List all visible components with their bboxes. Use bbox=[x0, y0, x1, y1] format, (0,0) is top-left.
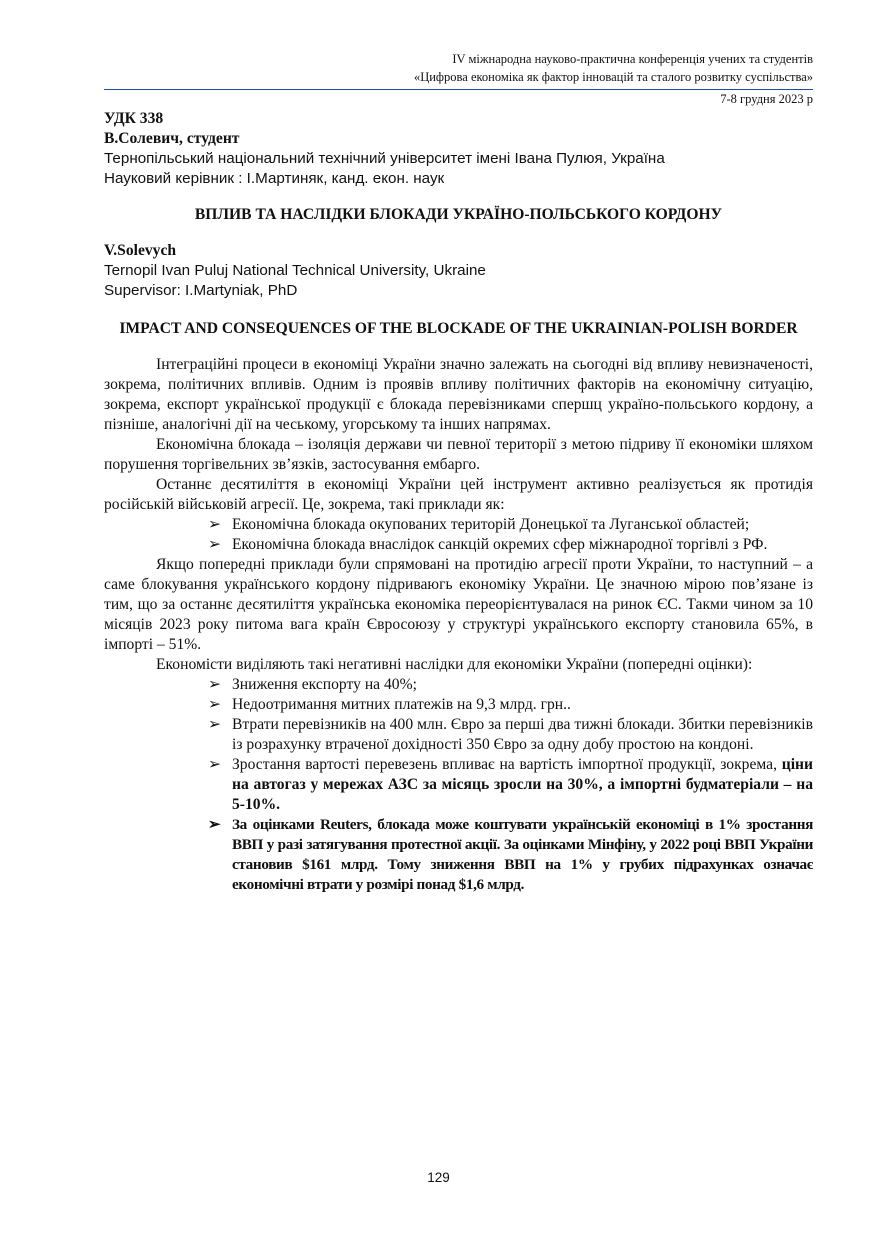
page-number: 129 bbox=[427, 1170, 450, 1185]
affiliation-ua: Тернопільський національний технічний університет імені Івана Пулюя, Україна bbox=[104, 150, 665, 167]
arrow-bullet-icon: ➢ bbox=[208, 756, 222, 773]
arrow-bullet-icon: ➢ bbox=[208, 676, 222, 693]
paragraph-4: Якщо попередні приклади були спрямовані на протидію агресії проти України, то наступний – а саме блокування українського кордону підриваюгь економіку України. Це значною мірою пов’язане із тим, що за останнє десятиліття українська економіка переорієнтувалася на ринок ЄС. Такми чином за 10 місяців 2023 року питома вага країн Євросоюзу у структурі українського експорту становила 65%, в імпорті – 51%. bbox=[104, 556, 813, 653]
arrow-bullet-icon: ➢ bbox=[208, 816, 221, 833]
supervisor-en: Supervisor: I.Martyniak, PhD bbox=[104, 282, 298, 299]
title-en: IMPACT AND CONSEQUENCES OF THE BLOCKADE OF THE UKRAINIAN-POLISH BORDER bbox=[119, 320, 798, 337]
supervisor-ua: Науковий керівник : І.Мартиняк, канд. екон. наук bbox=[104, 170, 445, 187]
paragraph-5: Економісти виділяють такі негативні наслідки для економіки України (попередні оцінки): bbox=[156, 656, 753, 673]
affiliation-en: Ternopil Ivan Puluj National Technical University, Ukraine bbox=[104, 262, 486, 279]
author-ua: В.Солевич, студент bbox=[104, 130, 240, 147]
list-item: ➢ Зниження експорту на 40%; bbox=[208, 676, 417, 693]
conference-header-line1: IV міжнародна науково-практична конференція учених та студентів bbox=[452, 52, 813, 66]
conference-header-line2: «Цифрова економіка як фактор інновацій та сталого розвитку суспільства» bbox=[413, 70, 813, 84]
list-item: ➢ Економічна блокада окупованих територій Донецької та Луганської областей; bbox=[208, 516, 750, 533]
list-item: ➢ Втрати перевізників на 400 млн. Євро за перші два тижні блокади. Збитки перевізників із розрахунку втраченої дохідності 350 Євро за одну добу простою на кондоні. bbox=[208, 716, 813, 753]
paragraph-1: Інтеграційні процеси в економіці України значно залежать на сьогодні від впливу невизначеності, зокрема, політичних впливів. Одним із проявів впливу політичних факторів на економічну ситуацію, зокрема, експорт української продукції є блокада перевізниками спершц україно-польського кордону, а пізніше, аналогічні дії на чеському, угорському та інших напрямах. bbox=[104, 356, 813, 433]
author-en: V.Solevych bbox=[104, 242, 177, 259]
arrow-bullet-icon: ➢ bbox=[208, 536, 222, 553]
paper-body bbox=[104, 109, 813, 895]
bullet-list-2 bbox=[104, 675, 813, 895]
header-divider bbox=[104, 89, 813, 90]
arrow-bullet-icon: ➢ bbox=[208, 516, 222, 533]
udk-code: УДК 338 bbox=[104, 110, 164, 127]
list-item: ➢ Економічна блокада внаслідок санкцій окремих сфер міжнародної торгівлі з РФ. bbox=[208, 536, 768, 553]
arrow-bullet-icon: ➢ bbox=[208, 716, 222, 733]
list-item: ➢ Зростання вартості перевезень впливає на вартість імпортної продукції, зокрема, ціни на автогаз у мережах АЗС за місяць зросли на 30%, а імпортні будматеріали – на 5-10%. bbox=[208, 756, 813, 813]
list-item: ➢ За оцінками Reuters, блокада може коштувати українській економіці в 1% зростання ВВП у разі затягування протестної акції. За оцінками Мінфіну, у 2022 році ВВП України становив $161 млрд. Тому зниження ВВП на 1% у грубих підрахунках означає економічні втрати у розмірі понад $1,6 млрд. bbox=[208, 816, 813, 893]
paragraph-3: Останнє десятиліття в економіці України цей інструмент активно реалізується як протидія російській військовій агресії. Це, зокрема, такі приклади як: bbox=[104, 476, 813, 513]
title-ua: ВПЛИВ ТА НАСЛІДКИ БЛОКАДИ УКРАЇНО-ПОЛЬСЬКОГО КОРДОНУ bbox=[194, 206, 723, 223]
arrow-bullet-icon: ➢ bbox=[208, 696, 222, 713]
paragraph-2: Економічна блокада – ізоляція держави чи певної території з метою підриву її економіки шляхом порушення торгівельних зв’язків, застосування ембарго. bbox=[104, 436, 813, 473]
conference-date: 7-8 грудня 2023 р bbox=[720, 92, 813, 106]
conference-header bbox=[104, 50, 813, 86]
bold-emphasis: ціни на автогаз у мережах АЗС за місяць зросли на 30%, а імпортні будматеріали – на 5-10%. bbox=[232, 756, 813, 813]
bullet-list-1 bbox=[104, 515, 813, 555]
list-item: ➢ Недоотримання митних платежів на 9,3 млрд. грн.. bbox=[208, 696, 571, 713]
